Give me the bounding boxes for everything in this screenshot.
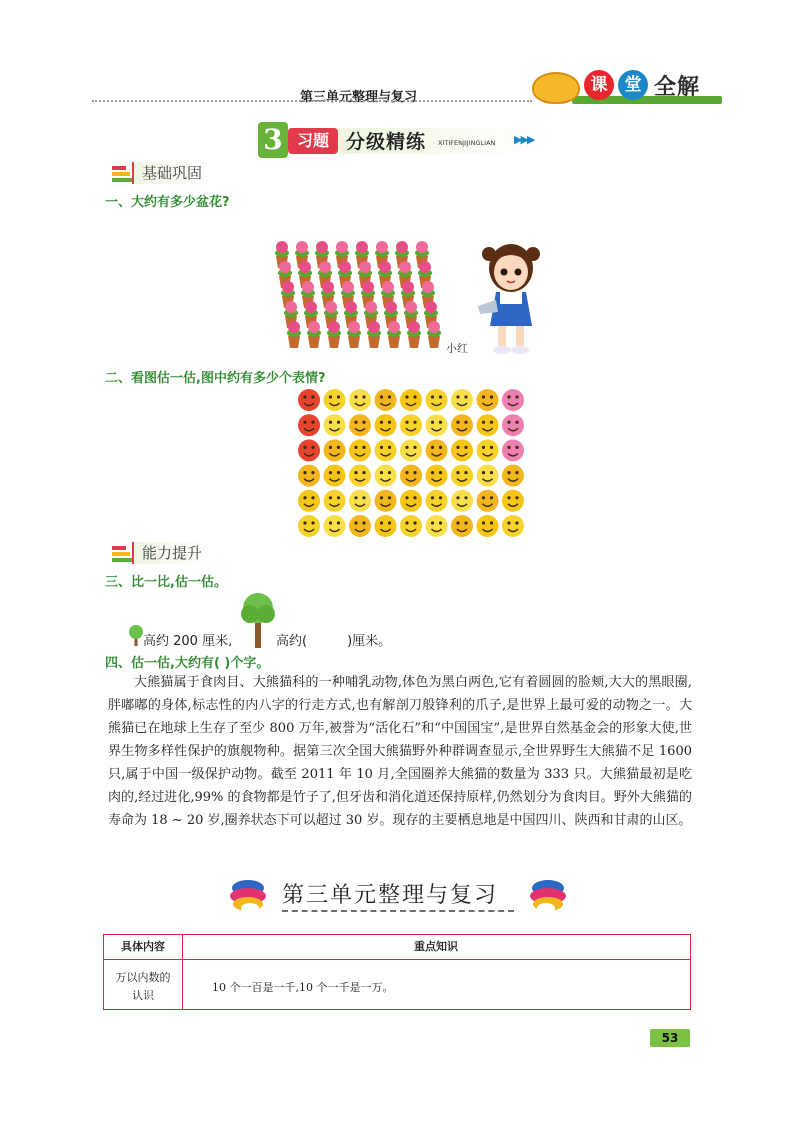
stripes-icon (112, 546, 132, 562)
table-header-content: 具体内容 (121, 940, 165, 953)
table-cell-knowledge: 10 个一百是一千,10 个一千是一万。 (212, 981, 394, 994)
question-1: 一、大约有多少盆花? (105, 195, 230, 210)
exercise-banner (258, 122, 538, 158)
running-header: 第三单元整理与复习 (300, 90, 418, 105)
brand-char-1: 课 (584, 70, 614, 100)
question-2: 二、看图估一估,图中约有多少个表情? (105, 371, 326, 386)
table-header-knowledge: 重点知识 (414, 940, 458, 953)
page-number: 53 (650, 1029, 690, 1047)
stripes-icon (112, 166, 132, 182)
review-heading (228, 874, 570, 918)
section-basic (112, 162, 232, 184)
banner-tag: 习题 (288, 128, 338, 154)
big-tree-height-prefix (276, 630, 391, 649)
girl-name-label: 小红 (446, 342, 468, 355)
header-dotted-rule (92, 100, 532, 102)
banner-subtitle: XITIFENJIJINGLIAN (438, 139, 496, 147)
banner-number: 3 (258, 122, 288, 158)
brand-logo (532, 70, 722, 108)
brand-char-2: 堂 (618, 70, 648, 100)
section-ability-label: 能力提升 (132, 542, 210, 564)
table-cell-topic-text: 万以内数的认识 (115, 971, 171, 1002)
banner-title: 分级精练 (346, 131, 427, 153)
emoji-grid-image (297, 388, 525, 538)
bear-mascot-icon (532, 72, 580, 104)
table-divider-vertical (182, 935, 183, 1009)
table-divider-horizontal (104, 959, 690, 960)
panda-passage: 大熊猫属于食肉目、大熊猫科的一种哺乳动物,体色为黑白两色,它有着圆圆的脸颊,大大的黑眼圈,胖嘟嘟的身体,标志性的内八字的行走方式,也有解剖刀般锋利的爪子,是世界上最可爱的动物之一。大熊猫已在地球上生存了至少 800 万年,被誉为“活化石”和“中国国宝”,是世界自然基金会的形象大使,世界生物多样性保护的旗舰物种。据第三次全国大熊猫野外种群调查显示,全世界野生大熊猫不足 1600 只,属于中国一级保护动物。截至 2011 年 10 月,全国圈养大熊猫的数量为 333 只。大熊猫最初是吃肉的,经过进化,99% 的食物都是竹子了,但牙齿和消化道还保持原样,仍然划分为食肉目。野外大熊猫的寿命为 18 ~ 20 岁,圈养状态下可以超过 30 岁。现存的主要栖息地是中国四川、陕西和甘肃的山区。 (108, 675, 692, 828)
review-title: 第三单元整理与复习 (282, 883, 499, 908)
question-3: 三、比一比,估一估。 (105, 575, 227, 590)
review-underline (282, 910, 514, 912)
small-tree-height: 高约 200 厘米, (143, 634, 233, 649)
big-tree-icon (238, 592, 278, 648)
triple-arrow-icon: ▶▶▶ (514, 133, 534, 146)
knowledge-table (103, 934, 691, 1010)
section-ability (112, 542, 232, 564)
girl-watering-image (476, 240, 546, 360)
question-4: 四、估一估,大约有( )个字。 (105, 656, 270, 671)
swirl-icon (228, 876, 268, 916)
big-tree-height-before: 高约( (276, 634, 308, 649)
big-tree-height-after: )厘米。 (347, 634, 392, 649)
small-tree-icon (128, 624, 144, 646)
section-basic-label: 基础巩固 (132, 162, 210, 184)
swirl-icon (528, 876, 568, 916)
brand-char-rest: 全解 (654, 75, 701, 100)
table-cell-topic (104, 969, 182, 1005)
flower-pots-image (272, 230, 452, 354)
